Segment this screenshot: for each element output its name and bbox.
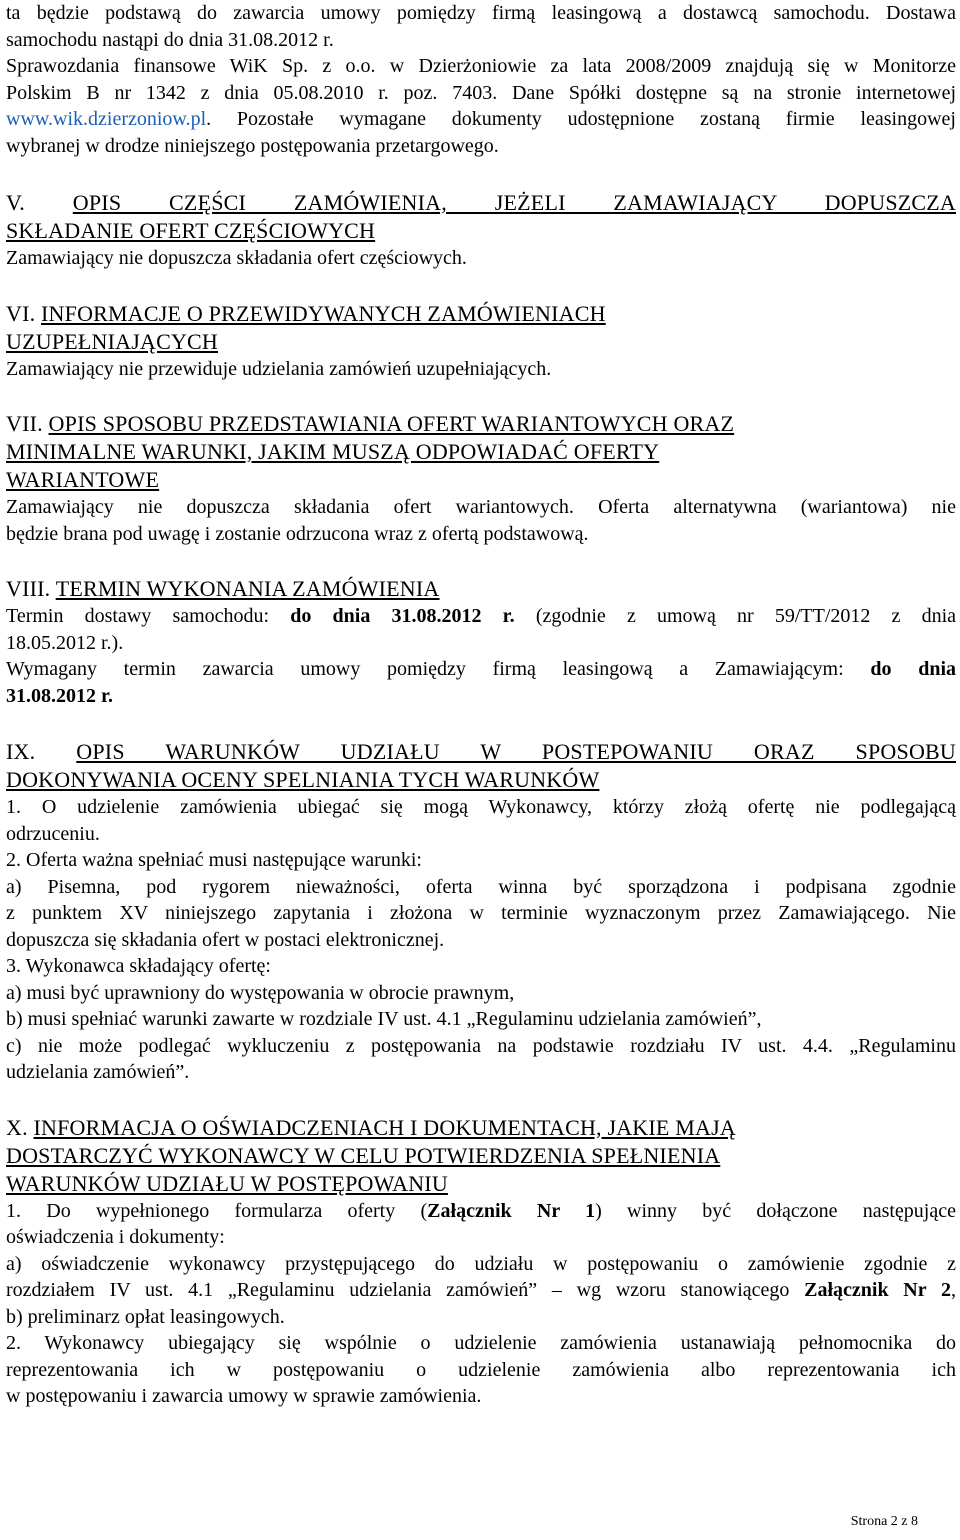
- section-5-heading-2: [6, 217, 956, 245]
- section-8-line-4: [6, 683, 956, 710]
- section-9-title-a: OPIS WARUNKÓW UDZIAŁU W POSTEPOWANIU ORAZ SPOSOBU: [76, 739, 956, 764]
- section-9-p1-line-2: odrzuceniu.: [6, 822, 100, 845]
- section-10-p1-line-1: [6, 1198, 956, 1225]
- section-6-heading: [6, 300, 956, 328]
- section-7-heading-2: [6, 438, 956, 466]
- section-10-title-a: INFORMACJA O OŚWIADCZENIACH I DOKUMENTACH, JAKIE MAJĄ: [33, 1114, 736, 1140]
- section-9-title-b: DOKONYWANIA OCENY SPELNIANIA TYCH WARUNKÓW: [6, 767, 600, 792]
- section-9-heading-2: [6, 766, 956, 794]
- section-6-title-b: UZUPEŁNIAJĄCYCH: [6, 328, 218, 354]
- section-6-heading-2: [6, 328, 956, 356]
- section-7-heading: [6, 410, 956, 438]
- section-8-line-3: [6, 656, 956, 683]
- section-6-title-a: INFORMACJE O PRZEWIDYWANYCH ZAMÓWIENIACH: [41, 300, 606, 326]
- section-6-number: VI.: [6, 300, 36, 326]
- section-10-p1a-comma: ,: [951, 1279, 956, 1301]
- intro-line-5: [6, 106, 956, 133]
- section-5-title-a: OPIS CZĘŚCI ZAMÓWIENIA, JEŻELI ZAMAWIAJĄCY DOPUSZCZA: [72, 190, 956, 215]
- section-10-p1-text-a: 1. Do wypełnionego formularza oferty (: [6, 1199, 428, 1222]
- delivery-date: do dnia 31.08.2012 r.: [290, 605, 515, 627]
- section-9-p2a-line-1: a) Pisemna, pod rygorem nieważności, oferta winna być sporządzona i podpisana zgodnie: [6, 875, 956, 898]
- section-7-body-2: będzie brana pod uwagę i zostanie odrzucona wraz z ofertą podstawową.: [6, 522, 589, 545]
- section-10-p1a-line-2: [6, 1277, 956, 1304]
- section-10-heading: [6, 1114, 956, 1142]
- section-10-number: X.: [6, 1114, 28, 1140]
- intro-line-1: ta będzie podstawą do zawarcia umowy pomiędzy firmą leasingową a dostawcą samochodu. Dostawa: [6, 2, 956, 24]
- section-9-p1-line-1: 1. O udzielenie zamówienia ubiegać się mogą Wykonawcy, którzy złożą ofertę nie podlegającą: [6, 796, 956, 818]
- section-5-number: V.: [6, 190, 25, 215]
- section-10-heading-2: [6, 1142, 956, 1170]
- intro-line-5-text: . Pozostałe wymagane dokumenty udostępnione zostaną firmie leasingowej: [206, 108, 956, 130]
- attachment-1-ref: Załącznik Nr 1: [427, 1199, 596, 1222]
- section-7-number: VII.: [6, 411, 43, 436]
- section-8-number: VIII.: [6, 576, 51, 601]
- section-5-heading: [6, 189, 956, 217]
- intro-line-6: wybranej w drodze niniejszego postępowania przetargowego.: [6, 134, 499, 157]
- delivery-term-label: Termin dostawy samochodu:: [6, 605, 291, 627]
- section-10-p1a-text: rozdziałem IV ust. 4.1 „Regulaminu udzielania zamówień” – wg wzoru stanowiącego: [6, 1279, 805, 1301]
- section-8-line-2: 18.05.2012 r.).: [6, 631, 124, 654]
- section-9-p2: 2. Oferta ważna spełniać musi następujące warunki:: [6, 849, 422, 871]
- section-7-title-a: OPIS SPOSOBU PRZEDSTAWIANIA OFERT WARIANTOWYCH ORAZ: [48, 411, 735, 436]
- intro-line-4: Polskim B nr 1342 z dnia 05.08.2010 r. poz. 7403. Dane Spółki dostępne są na stronie internetowej: [6, 81, 956, 104]
- contract-term-label: Wymagany termin zawarcia umowy pomiędzy firmą leasingową a Zamawiającym:: [6, 658, 871, 680]
- section-6-body: Zamawiający nie przewiduje udzielania zamówień uzupełniających.: [6, 357, 552, 380]
- section-9-p3b: b) musi spełniać warunki zawarte w rozdziale IV ust. 4.1 „Regulaminu udzielania zamówień”,: [6, 1008, 762, 1030]
- section-7-body-1: Zamawiający nie dopuszcza składania ofert wariantowych. Oferta alternatywna (wariantowa) nie: [6, 496, 956, 518]
- section-10-p1b: b) preliminarz opłat leasingowych.: [6, 1305, 285, 1328]
- section-8-line-1: [6, 603, 956, 630]
- section-9-number: IX.: [6, 739, 36, 764]
- section-8-title: TERMIN WYKONANIA ZAMÓWIENIA: [55, 576, 440, 601]
- section-9-p3c-line-1: c) nie może podlegać wykluczeniu z postępowania na podstawie rozdziału IV ust. 4.4. „Regulaminu: [6, 1034, 956, 1057]
- section-8-heading: [6, 575, 956, 603]
- section-10-title-b: DOSTARCZYĆ WYKONAWCY W CELU POTWIERDZENIA SPEŁNIENIA: [6, 1142, 721, 1168]
- section-5-body: Zamawiający nie dopuszcza składania ofert częściowych.: [6, 247, 467, 269]
- section-9-p3: 3. Wykonawca składający ofertę:: [6, 955, 271, 977]
- section-10-p2-line-3: w postępowaniu i zawarcia umowy w sprawie zamówienia.: [6, 1385, 482, 1407]
- intro-line-3: Sprawozdania finansowe WiK Sp. z o.o. w Dzierżoniowie za lata 2008/2009 znajdują się w Monitorze: [6, 55, 956, 77]
- page-number: Strona 2 z 8: [850, 1514, 918, 1529]
- section-7-title-c: WARIANTOWE: [6, 467, 160, 492]
- document-page: [6, 0, 956, 1410]
- section-5-title-b: SKŁADANIE OFERT CZĘŚCIOWYCH: [6, 218, 376, 243]
- section-10-heading-3: [6, 1170, 956, 1198]
- section-9-p2a-line-3: dopuszcza się składania ofert w postaci elektronicznej.: [6, 928, 445, 951]
- section-10-p1a-line-1: a) oświadczenie wykonawcy przystępującego do udziału w postępowaniu o zamówienie zgodnie z: [6, 1252, 956, 1275]
- section-7-heading-3: [6, 466, 956, 494]
- section-9-p3a: a) musi być uprawniony do występowania w obrocie prawnym,: [6, 981, 515, 1004]
- section-10-title-c: WARUNKÓW UDZIAŁU W POSTĘPOWANIU: [6, 1170, 448, 1196]
- section-10-p2-line-1: 2. Wykonawcy ubiegający się wspólnie o udzielenie zamówienia ustanawiają pełnomocnika do: [6, 1332, 956, 1354]
- section-9-heading: [6, 738, 956, 766]
- section-9-p3c-line-2: udzielania zamówień”.: [6, 1061, 190, 1083]
- section-10-p1-line-2: oświadczenia i dokumenty:: [6, 1226, 225, 1248]
- intro-line-2: samochodu nastąpi do dnia 31.08.2012 r.: [6, 28, 334, 51]
- website-link[interactable]: www.wik.dzierzoniow.pl: [6, 108, 207, 130]
- section-10-p1-text-b: ) winny być dołączone następujące: [595, 1199, 956, 1222]
- section-10-p2-line-2: reprezentowania ich w postępowaniu o udzielenie zamówienia albo reprezentowania ich: [6, 1358, 956, 1381]
- contract-term-prefix: do dnia: [870, 658, 956, 680]
- contract-date: 31.08.2012 r.: [6, 684, 114, 707]
- attachment-2-ref: Załącznik Nr 2: [804, 1279, 951, 1301]
- delivery-term-note: (zgodnie z umową nr 59/TT/2012 z dnia: [514, 605, 957, 627]
- section-7-title-b: MINIMALNE WARUNKI, JAKIM MUSZĄ ODPOWIADAĆ OFERTY: [6, 439, 660, 464]
- section-9-p2a-line-2: z punktem XV niniejszego zapytania i złożona w terminie wyznaczonym przez Zamawiającego. Nie: [6, 902, 956, 924]
